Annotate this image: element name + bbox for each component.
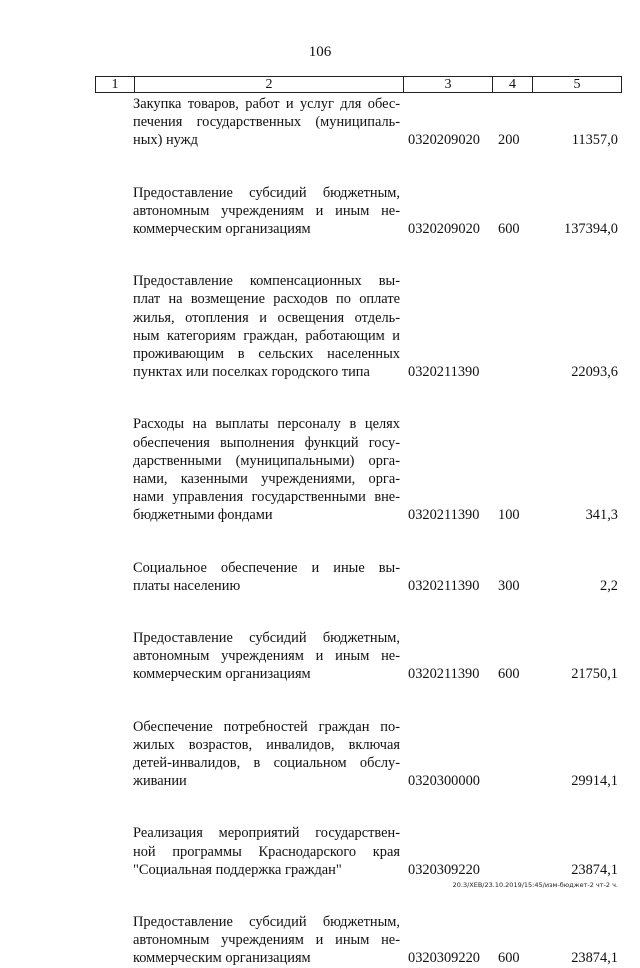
description-line: ным категориям граждан, работающим и (133, 327, 400, 344)
table-row (0, 824, 640, 879)
column-header-5: 5 (533, 77, 622, 93)
row-target-code: 0320300000 (408, 773, 480, 790)
description-line: автономным учреждениям и иным не- (133, 202, 400, 219)
table-row (0, 629, 640, 684)
description-line: коммерческим организациям (133, 220, 311, 237)
description-line: бюджетными фондами (133, 507, 273, 524)
description-line: Предоставление субсидий бюджетным, (133, 184, 400, 201)
table-row (0, 272, 640, 381)
row-description (133, 824, 400, 879)
row-amount: 23874,1 (571, 950, 618, 967)
row-target-code: 0320211390 (408, 666, 480, 683)
column-header-row (96, 77, 622, 93)
row-target-code: 0320211390 (408, 507, 480, 524)
row-target-code: 0320309220 (408, 950, 480, 967)
footer-note: 20.3/ХЕВ/23.10.2019/15:45/изм-бюджет-2 чт-2 ч. (452, 881, 618, 889)
description-line: обеспечения выполнения функций госу- (133, 434, 400, 451)
description-line: живании (133, 773, 187, 790)
row-amount: 22093,6 (571, 364, 618, 381)
row-target-code: 0320211390 (408, 364, 480, 381)
row-description (133, 415, 400, 524)
description-line: жилья, отопления и освещения отдель- (133, 309, 400, 326)
row-description (133, 95, 400, 150)
table-row (0, 913, 640, 968)
description-line: плат на возмещение расходов по оплате (133, 291, 400, 308)
row-description (133, 184, 400, 239)
description-line: Реализация мероприятий государствен- (133, 825, 400, 842)
description-line: дарственными (муниципальными) орга- (133, 452, 400, 469)
description-line: коммерческим организациям (133, 950, 311, 967)
row-amount: 137394,0 (564, 220, 618, 237)
column-header-2: 2 (135, 77, 404, 93)
row-description (133, 629, 400, 684)
row-description (133, 559, 400, 595)
row-expense-type: 200 (498, 132, 520, 149)
row-expense-type: 100 (498, 507, 520, 524)
description-line: ной программы Краснодарского края (133, 843, 400, 860)
description-line: печения государственных (муниципаль- (133, 114, 400, 131)
description-line: "Социальная поддержка граждан" (133, 861, 342, 878)
description-line: проживающим в сельских населенных (133, 345, 400, 362)
description-line: коммерческим организациям (133, 666, 311, 683)
description-line: нами, казенными учреждениями, орга- (133, 470, 400, 487)
page-number: 106 (308, 44, 332, 60)
description-line: платы населению (133, 577, 241, 594)
description-line: Предоставление компенсационных вы- (133, 273, 400, 290)
table-row (0, 718, 640, 791)
table-row (0, 95, 640, 150)
description-line: нами управления государственными вне- (133, 489, 400, 506)
row-description (133, 272, 400, 381)
description-line: Предоставление субсидий бюджетным, (133, 630, 400, 646)
row-amount: 29914,1 (571, 773, 618, 790)
table-row (0, 184, 640, 239)
column-header-4: 4 (493, 77, 533, 93)
row-expense-type: 600 (498, 666, 520, 683)
row-description (133, 718, 400, 791)
description-line: жилых возрастов, инвалидов, включая (133, 736, 400, 753)
description-line: детей-инвалидов, в социальном обслу- (133, 754, 400, 771)
row-target-code: 0320211390 (408, 577, 480, 594)
description-line: пунктах или поселках городского типа (133, 364, 370, 381)
row-target-code: 0320209020 (408, 220, 480, 237)
column-header-table (95, 76, 622, 93)
description-line: Закупка товаров, работ и услуг для обес- (133, 96, 400, 112)
description-line: Расходы на выплаты персоналу в целях (133, 416, 400, 433)
description-line: Предоставление субсидий бюджетным, (133, 914, 400, 930)
row-amount: 341,3 (585, 507, 618, 524)
column-header-3: 3 (404, 77, 493, 93)
description-line: ных) нужд (133, 132, 198, 149)
row-amount: 21750,1 (571, 666, 618, 683)
table-row (0, 415, 640, 524)
description-line: автономным учреждениям и иным не- (133, 648, 400, 665)
column-header-1: 1 (96, 77, 135, 93)
row-amount: 23874,1 (571, 861, 618, 878)
row-target-code: 0320209020 (408, 132, 480, 149)
table-row (0, 559, 640, 595)
description-line: автономным учреждениям и иным не- (133, 932, 400, 949)
row-target-code: 0320309220 (408, 861, 480, 878)
row-expense-type: 600 (498, 220, 520, 237)
row-amount: 11357,0 (571, 132, 618, 149)
description-line: Обеспечение потребностей граждан по- (133, 718, 400, 735)
description-line: Социальное обеспечение и иные вы- (133, 559, 400, 576)
row-expense-type: 600 (498, 950, 520, 967)
row-amount: 2,2 (600, 577, 618, 594)
row-description (133, 913, 400, 968)
row-expense-type: 300 (498, 577, 520, 594)
